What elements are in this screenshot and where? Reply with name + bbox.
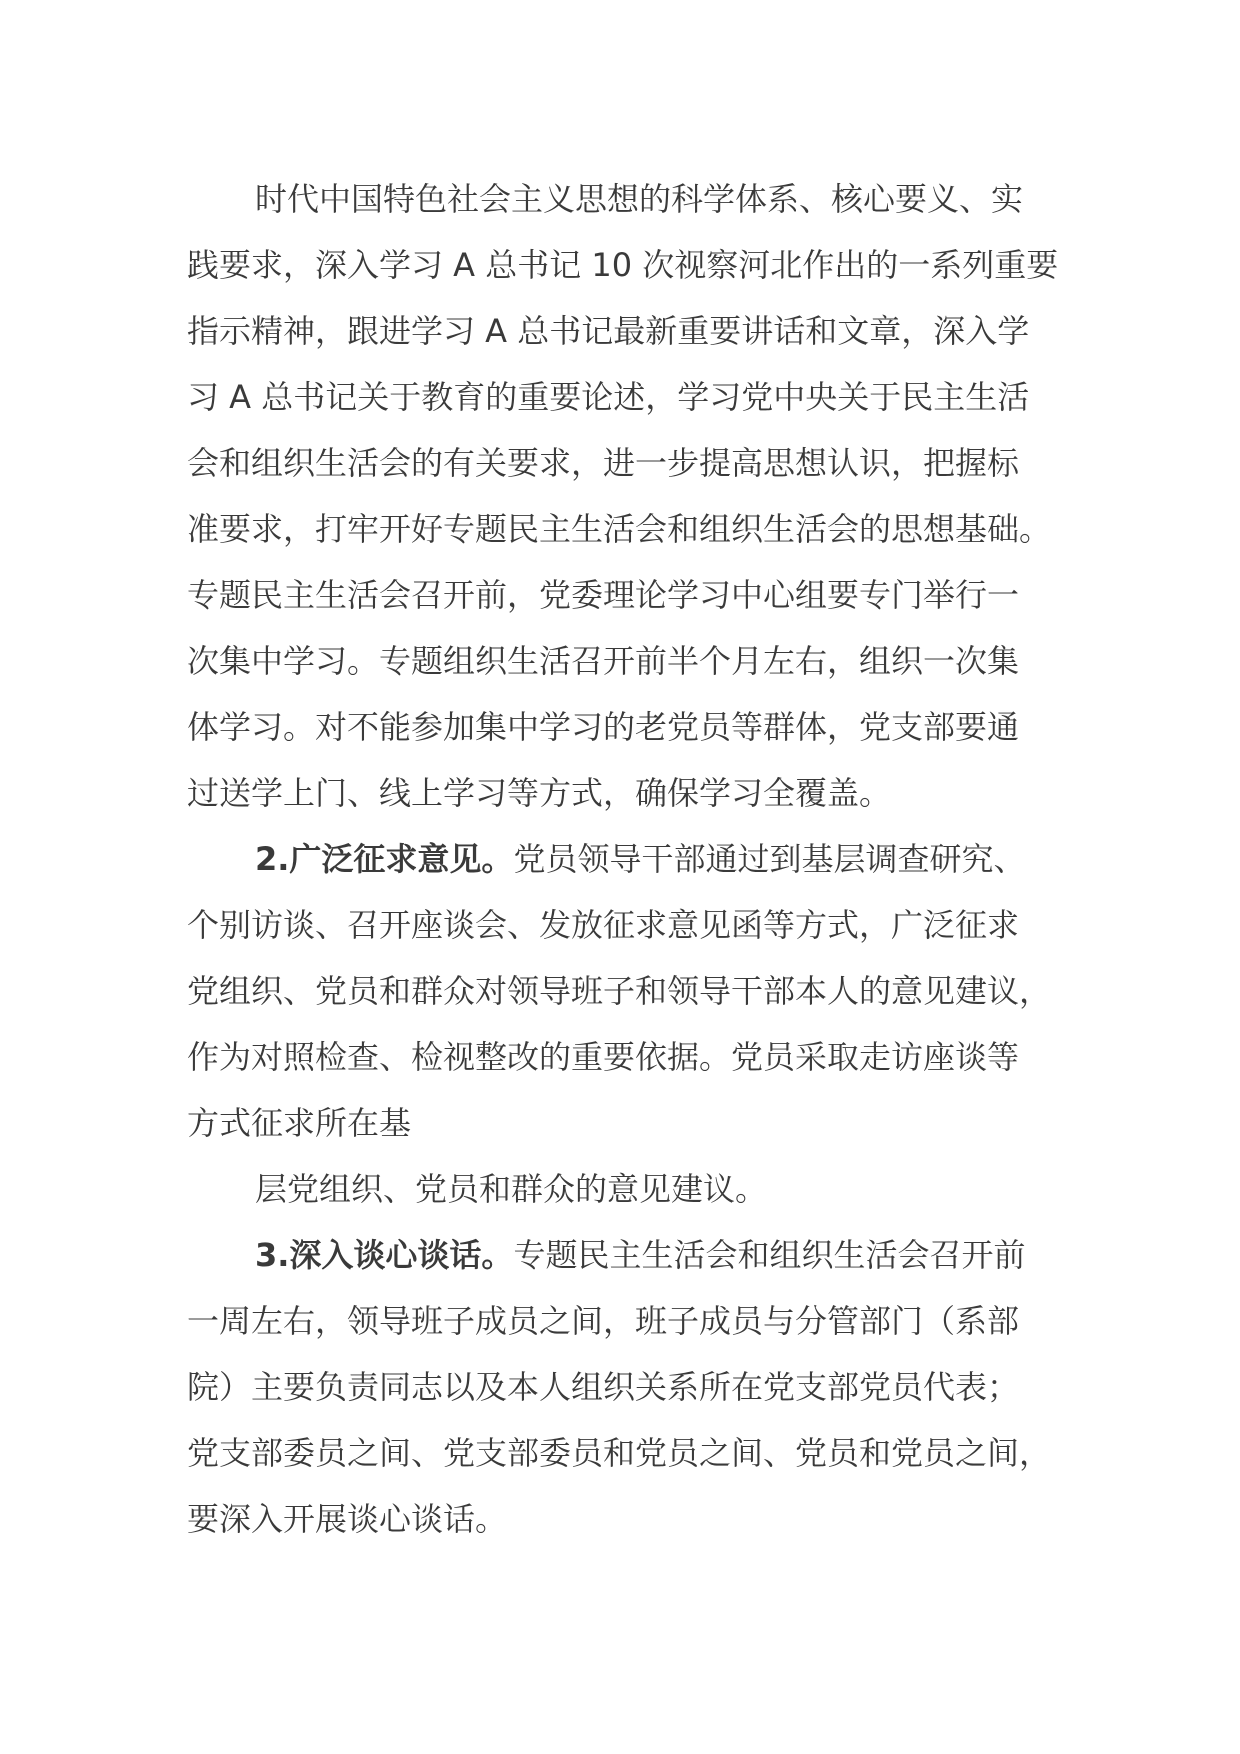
text-line: 个别访谈、召开座谈会、发放征求意见函等方式，广泛征求 (187, 906, 1020, 944)
text-line: 层党组织、党员和群众的意见建议。 (255, 1170, 768, 1208)
text-span: 专题民主生活会和组织生活会召开前 (513, 1236, 1026, 1274)
text-line: 体学习。对不能参加集中学习的老党员等群体，党支部要通 (187, 708, 1020, 746)
text-line: 要深入开展谈心谈话。 (187, 1500, 508, 1538)
text-line: 院）主要负责同志以及本人组织关系所在党支部党员代表； (187, 1368, 1020, 1406)
text-line: 次集中学习。专题组织生活召开前半个月左右，组织一次集 (187, 642, 1020, 680)
text-span: 党员领导干部通过到基层调查研究、 (513, 840, 1026, 878)
text-line: 过送学上门、线上学习等方式，确保学习全覆盖。 (187, 774, 892, 812)
text-line: 一周左右，领导班子成员之间，班子成员与分管部门（系部 (187, 1302, 1020, 1340)
text-line: 党组织、党员和群众对领导班子和领导干部本人的意见建议， (187, 972, 1052, 1010)
text-line: 时代中国特色社会主义思想的科学体系、核心要义、实 (255, 180, 1024, 218)
text-line: 方式征求所在基 (187, 1104, 412, 1142)
text-line: 专题民主生活会召开前，党委理论学习中心组要专门举行一 (187, 576, 1020, 614)
text-line: 指示精神，跟进学习 A 总书记最新重要讲话和文章，深入学 (187, 312, 1030, 350)
text-line: 作为对照检查、检视整改的重要依据。党员采取走访座谈等 (187, 1038, 1020, 1076)
text-line: 习 A 总书记关于教育的重要论述，学习党中央关于民主生活 (187, 378, 1030, 416)
document-page (187, 166, 1067, 1552)
paragraph-study (187, 166, 1067, 826)
text-line: 准要求，打牢开好专题民主生活会和组织生活会的思想基础。 (187, 510, 1052, 548)
paragraph-heart-to-heart-talks (187, 1222, 1067, 1552)
section-heading: 2.广泛征求意见。 (255, 840, 514, 878)
text-line: 会和组织生活会的有关要求，进一步提高思想认识，把握标 (187, 444, 1020, 482)
text-line: 党支部委员之间、党支部委员和党员之间、党员和党员之间， (187, 1434, 1052, 1472)
paragraph-solicit-opinions (187, 826, 1067, 1156)
text-line: 践要求，深入学习 A 总书记 10 次视察河北作出的一系列重要 (187, 246, 1059, 284)
text-line (187, 1222, 1067, 1288)
paragraph-continuation (187, 1156, 1067, 1222)
text-line (187, 826, 1067, 892)
section-heading: 3.深入谈心谈话。 (255, 1236, 514, 1274)
